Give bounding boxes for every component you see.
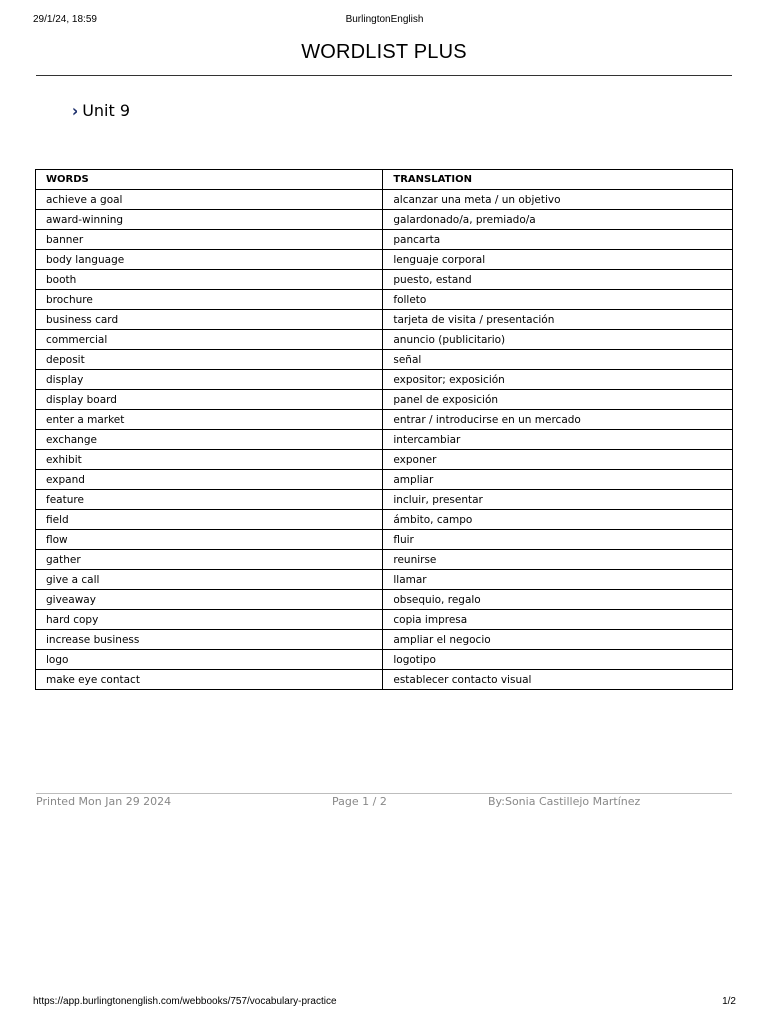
table-row — [36, 370, 733, 390]
print-url: https://app.burlingtonenglish.com/webbooks/757/vocabulary-practice — [33, 996, 337, 1007]
printed-date: Printed Mon Jan 29 2024 — [36, 795, 172, 808]
translation-cell: entrar / introducirse en un mercado — [383, 410, 733, 430]
word-cell: body language — [36, 250, 383, 270]
table-row — [36, 250, 733, 270]
print-site-name: BurlingtonEnglish — [345, 14, 424, 25]
translation-cell: ampliar — [383, 470, 733, 490]
table-row — [36, 410, 733, 430]
word-cell: banner — [36, 230, 383, 250]
word-cell: enter a market — [36, 410, 383, 430]
translation-cell: establecer contacto visual — [383, 670, 733, 690]
word-cell: commercial — [36, 330, 383, 350]
table-row — [36, 290, 733, 310]
table-row — [36, 230, 733, 250]
word-cell: feature — [36, 490, 383, 510]
chevron-right-icon: › — [72, 100, 79, 121]
translation-cell: copia impresa — [383, 610, 733, 630]
word-cell: achieve a goal — [36, 190, 383, 210]
translation-cell: llamar — [383, 570, 733, 590]
word-cell: expand — [36, 470, 383, 490]
translation-cell: lenguaje corporal — [383, 250, 733, 270]
table-row — [36, 390, 733, 410]
word-cell: award-winning — [36, 210, 383, 230]
table-row — [36, 310, 733, 330]
word-cell: increase business — [36, 630, 383, 650]
translation-cell: logotipo — [383, 650, 733, 670]
print-datetime: 29/1/24, 18:59 — [33, 14, 97, 25]
table-row — [36, 550, 733, 570]
translation-cell: expositor; exposición — [383, 370, 733, 390]
table-row — [36, 630, 733, 650]
table-row — [36, 650, 733, 670]
wordlist-table — [35, 169, 733, 690]
table-row — [36, 330, 733, 350]
print-page-number: 1/2 — [722, 996, 736, 1007]
table-row — [36, 510, 733, 530]
print-header — [33, 14, 736, 28]
translation-cell: galardonado/a, premiado/a — [383, 210, 733, 230]
translation-cell: panel de exposición — [383, 390, 733, 410]
table-row — [36, 610, 733, 630]
word-cell: exchange — [36, 430, 383, 450]
page-footer — [36, 795, 732, 811]
word-cell: deposit — [36, 350, 383, 370]
table-row — [36, 430, 733, 450]
table-header-row — [36, 170, 733, 190]
table-row — [36, 670, 733, 690]
word-cell: give a call — [36, 570, 383, 590]
translation-cell: folleto — [383, 290, 733, 310]
word-cell: logo — [36, 650, 383, 670]
translation-cell: alcanzar una meta / un objetivo — [383, 190, 733, 210]
word-cell: flow — [36, 530, 383, 550]
wordlist-body — [36, 190, 733, 690]
author-credit: By:Sonia Castillejo Martínez — [488, 795, 641, 808]
translation-cell: puesto, estand — [383, 270, 733, 290]
table-row — [36, 210, 733, 230]
column-header-words: WORDS — [36, 170, 383, 190]
print-footer — [33, 996, 736, 1010]
translation-cell: intercambiar — [383, 430, 733, 450]
translation-cell: ampliar el negocio — [383, 630, 733, 650]
translation-cell: ámbito, campo — [383, 510, 733, 530]
word-cell: make eye contact — [36, 670, 383, 690]
table-row — [36, 470, 733, 490]
word-cell: field — [36, 510, 383, 530]
column-header-translation: TRANSLATION — [383, 170, 733, 190]
translation-cell: reunirse — [383, 550, 733, 570]
page-indicator: Page 1 / 2 — [332, 795, 387, 808]
translation-cell: fluir — [383, 530, 733, 550]
title-divider — [36, 75, 732, 76]
translation-cell: tarjeta de visita / presentación — [383, 310, 733, 330]
word-cell: giveaway — [36, 590, 383, 610]
translation-cell: obsequio, regalo — [383, 590, 733, 610]
word-cell: gather — [36, 550, 383, 570]
table-row — [36, 190, 733, 210]
translation-cell: exponer — [383, 450, 733, 470]
translation-cell: anuncio (publicitario) — [383, 330, 733, 350]
table-row — [36, 450, 733, 470]
unit-label: Unit 9 — [82, 101, 131, 120]
word-cell: hard copy — [36, 610, 383, 630]
unit-heading — [72, 101, 130, 120]
table-row — [36, 350, 733, 370]
word-cell: exhibit — [36, 450, 383, 470]
translation-cell: pancarta — [383, 230, 733, 250]
word-cell: display board — [36, 390, 383, 410]
word-cell: display — [36, 370, 383, 390]
table-row — [36, 570, 733, 590]
word-cell: business card — [36, 310, 383, 330]
table-row — [36, 490, 733, 510]
translation-cell: señal — [383, 350, 733, 370]
table-row — [36, 590, 733, 610]
table-row — [36, 270, 733, 290]
word-cell: booth — [36, 270, 383, 290]
table-row — [36, 530, 733, 550]
word-cell: brochure — [36, 290, 383, 310]
footer-divider — [36, 793, 732, 794]
translation-cell: incluir, presentar — [383, 490, 733, 510]
page-title: WORDLIST PLUS — [301, 41, 467, 63]
